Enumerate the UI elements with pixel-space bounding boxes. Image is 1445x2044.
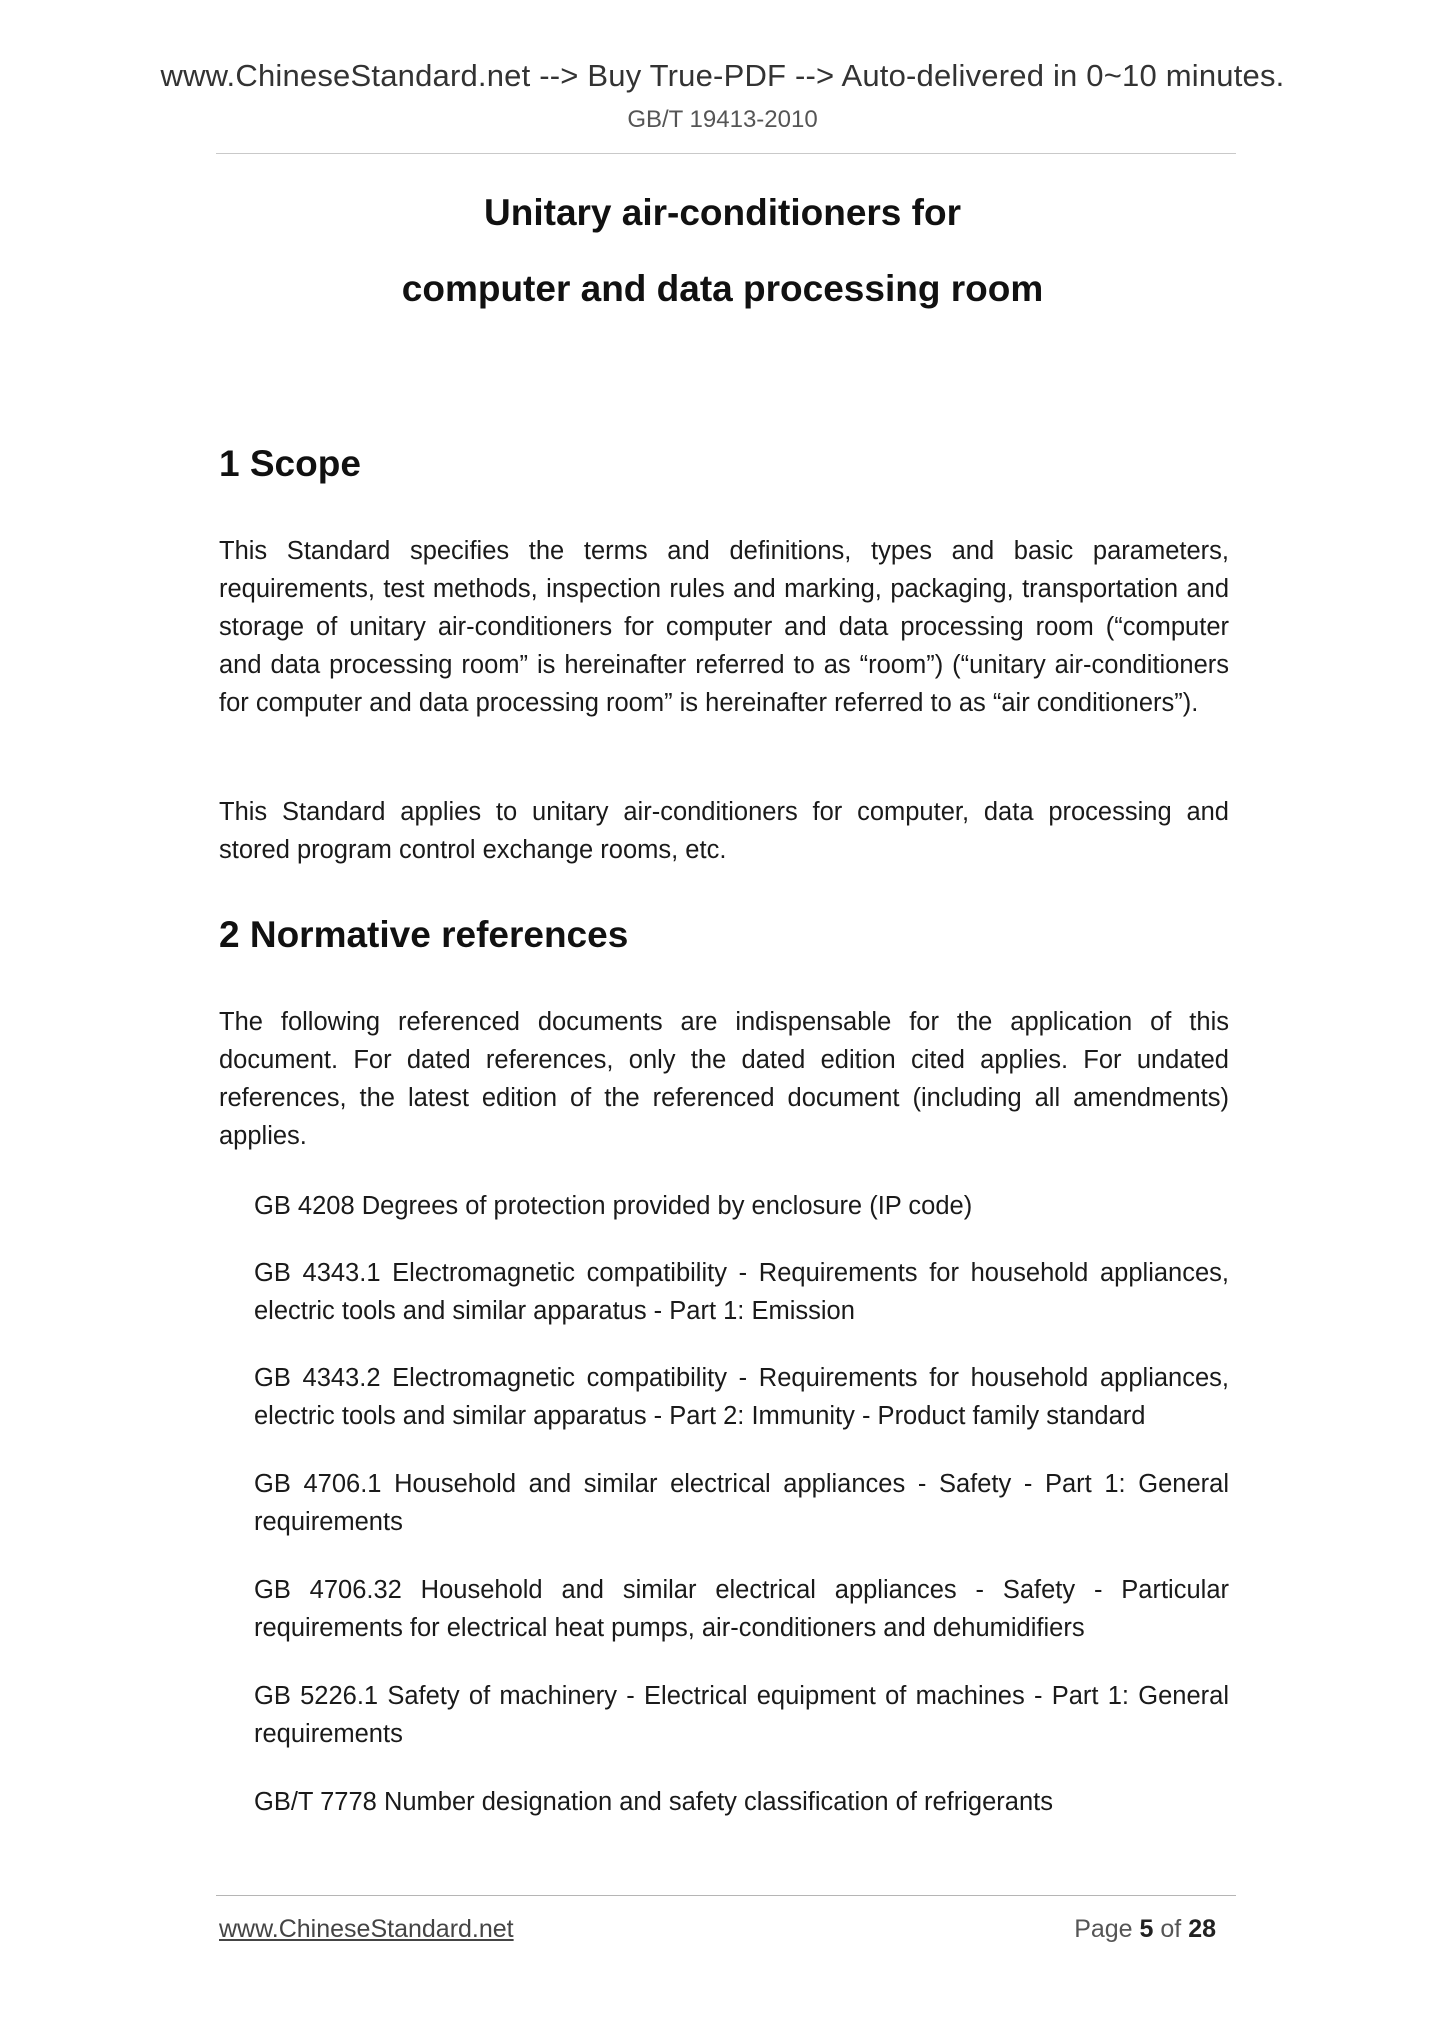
standard-code: GB/T 19413-2010 (627, 106, 818, 133)
reference-item: GB 4343.1 Electromagnetic compatibility - Requirements for household appliances, electric tools and similar apparatus - Part 1: Emission (254, 1259, 1229, 1325)
reference-item: GB/T 7778 Number designation and safety classification of refrigerants (254, 1788, 1053, 1816)
reference-item: GB 4706.1 Household and similar electrical appliances - Safety - Part 1: General requirements (254, 1470, 1229, 1536)
total-pages: 28 (1188, 1915, 1216, 1943)
document-title-line-2: computer and data processing room (401, 268, 1044, 309)
page-number: Page 5 of 28 (1074, 1915, 1216, 1943)
footer-divider (216, 1895, 1236, 1896)
section-heading-scope: 1 Scope (219, 443, 361, 484)
reference-item: GB 4706.32 Household and similar electrical appliances - Safety - Particular requirements for electrical heat pumps, air-conditioners and dehumidifiers (254, 1576, 1229, 1642)
scope-paragraph-1: This Standard specifies the terms and definitions, types and basic parameters, requirements, test methods, inspection rules and marking, packaging, transportation and storage of unitary air-conditioners for computer and data processing room (“computer and data processing room” is hereinafter referred to as “room”) (“unitary air-conditioners for computer and data processing room” is hereinafter referred to as “air conditioners”). (219, 537, 1229, 717)
section-heading-normative-references: 2 Normative references (219, 914, 629, 955)
reference-item: GB 4208 Degrees of protection provided by enclosure (IP code) (254, 1192, 973, 1220)
references-intro-paragraph: The following referenced documents are indispensable for the application of this document. For dated references, only the dated edition cited applies. For undated references, the latest edition of the referenced document (including all amendments) applies. (219, 1008, 1229, 1150)
reference-item: GB 4343.2 Electromagnetic compatibility - Requirements for household appliances, electric tools and similar apparatus - Part 2: Immunity - Product family standard (254, 1364, 1229, 1430)
reference-item: GB 5226.1 Safety of machinery - Electrical equipment of machines - Part 1: General requirements (254, 1682, 1229, 1748)
header-divider (216, 153, 1236, 154)
footer-site-link[interactable]: www.ChineseStandard.net (219, 1915, 514, 1943)
header-banner: www.ChineseStandard.net --> Buy True-PDF --> Auto-delivered in 0~10 minutes. (160, 58, 1285, 93)
current-page: 5 (1139, 1915, 1154, 1943)
document-title-line-1: Unitary air-conditioners for (484, 192, 961, 233)
scope-paragraph-2: This Standard applies to unitary air-conditioners for computer, data processing and stored program control exchange rooms, etc. (219, 798, 1229, 864)
